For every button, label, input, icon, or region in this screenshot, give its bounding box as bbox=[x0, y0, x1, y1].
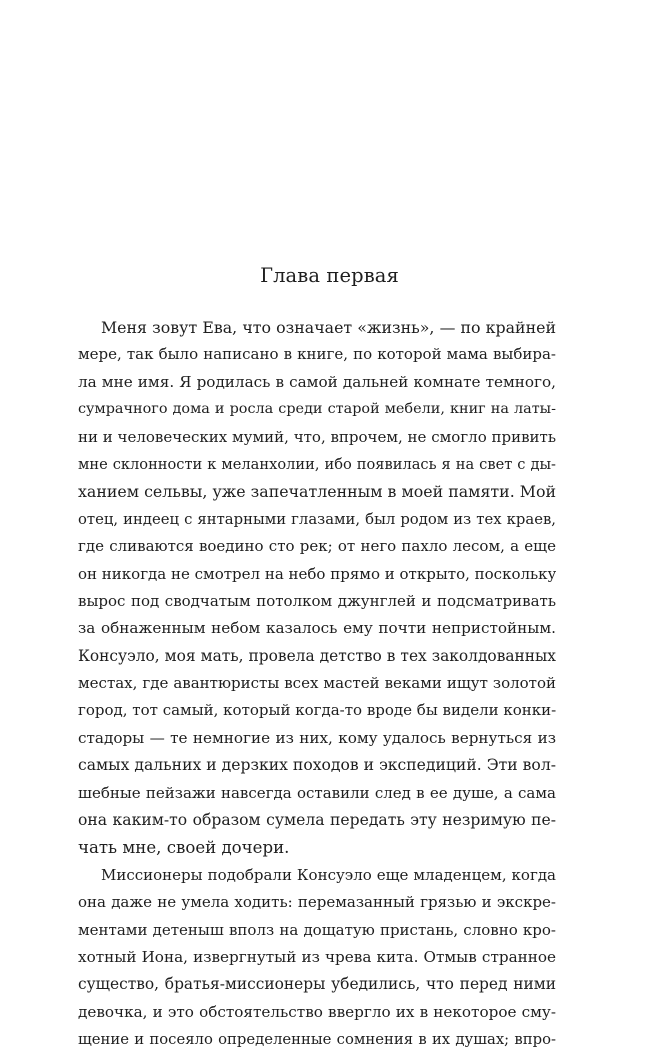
text-line: где сливаются воедино сто рек; от него пахло лесом, а еще bbox=[78, 537, 556, 556]
chapter-title: Глава первая bbox=[260, 264, 399, 287]
text-line: Консуэло, моя мать, провела детство в тех заколдованных bbox=[78, 646, 556, 665]
text-line: город, тот самый, который когда-то вроде бы видели конки- bbox=[78, 701, 556, 720]
text-line: отец, индеец с янтарными глазами, был родом из тех краев, bbox=[78, 510, 556, 528]
text-line: шебные пейзажи навсегда оставили след в ее душе, а сама bbox=[78, 783, 556, 802]
text-line: она каким-то образом сумела передать эту незримую пе- bbox=[78, 811, 556, 830]
text-line: чать мне, своей дочери. bbox=[78, 838, 290, 858]
text-line: сумрачного дома и росла среди старой мебели, книг на латы- bbox=[78, 401, 556, 418]
text-line: ханием сельвы, уже запечатленным в моей памяти. Мой bbox=[78, 482, 556, 502]
text-line: девочка, и это обстоятельство ввергло их в некоторое сму- bbox=[78, 1002, 556, 1021]
text-line: хотный Иона, извергнутый из чрева кита. Отмыв странное bbox=[78, 947, 556, 966]
text-line: мне склонности к меланхолии, ибо появилась я на свет с ды- bbox=[78, 455, 556, 473]
text-line: он никогда не смотрел на небо прямо и открыто, поскольку bbox=[78, 564, 556, 583]
text-line: Миссионеры подобрали Консуэло еще младенцем, когда bbox=[101, 865, 556, 884]
text-line: вырос под сводчатым потолком джунглей и подсматривать bbox=[78, 591, 556, 610]
text-line: Меня зовут Ева, что означает «жизнь», — по крайней bbox=[101, 318, 556, 337]
text-line: местах, где авантюристы всех мастей веками ищут золотой bbox=[78, 674, 556, 693]
text-line: за обнаженным небом казалось ему почти непристойным. bbox=[78, 619, 556, 638]
chapter-body-text bbox=[78, 314, 556, 1054]
text-line: щение и посеяло определенные сомнения в их душах; впро- bbox=[78, 1031, 556, 1049]
text-line: она даже не умела ходить: перемазанный грязью и экскре- bbox=[78, 893, 556, 912]
text-line: ментами детеныш вполз на дощатую пристань, словно кро- bbox=[78, 920, 556, 939]
text-line: самых дальних и дерзких походов и экспедиций. Эти вол- bbox=[78, 756, 556, 775]
text-line: существо, братья-миссионеры убедились, что перед ними bbox=[78, 975, 556, 994]
text-line: мере, так было написано в книге, по которой мама выбира- bbox=[78, 345, 556, 364]
text-line: ни и человеческих мумий, что, впрочем, не смогло привить bbox=[78, 427, 556, 446]
text-line: стадоры — те немногие из них, кому удалось вернуться из bbox=[78, 728, 556, 747]
text-line: ла мне имя. Я родилась в самой дальней комнате темного, bbox=[78, 372, 556, 391]
